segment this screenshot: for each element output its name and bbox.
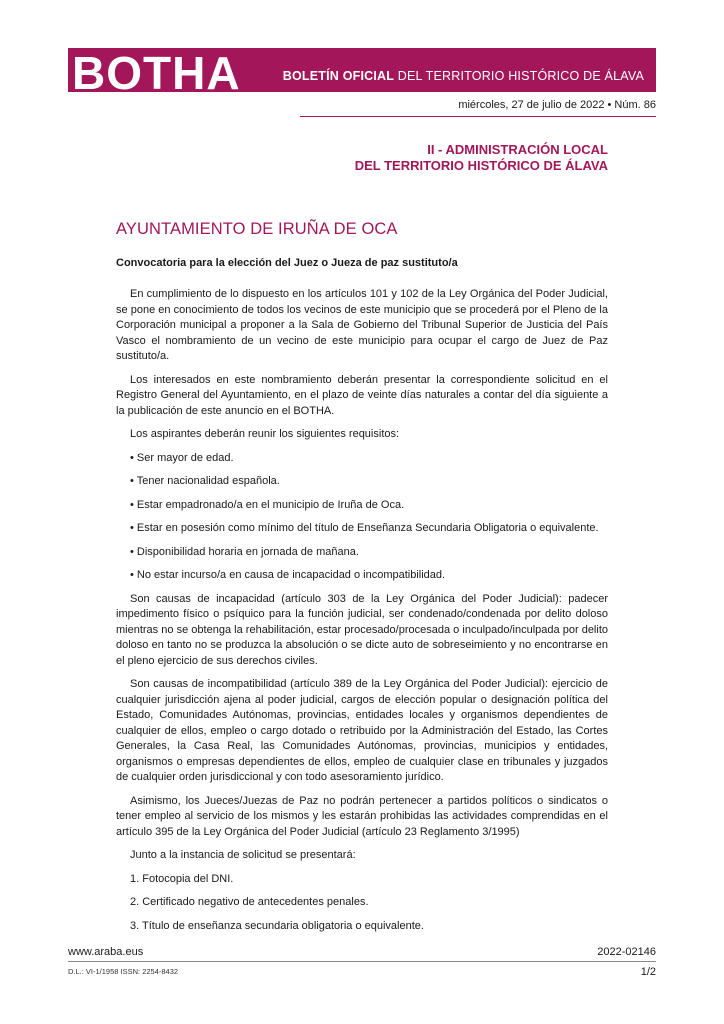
paragraph: Los aspirantes deberán reunir los siguientes requisitos:	[130, 428, 400, 440]
requirement-item: • Disponibilidad horaria en jornada de mañana.	[130, 545, 359, 558]
paragraph: Los interesados en este nombramiento deberán presentar la correspondiente solicitud en el Registro General del Ayuntamiento, en el plazo de veinte días naturales a contar del día siguiente a la publicación de este anuncio en el BOTHA.	[116, 373, 608, 417]
requirement-item: • Estar empadronado/a en el municipio de Iruña de Oca.	[130, 498, 405, 511]
requirement-item: • Tener nacionalidad española.	[130, 475, 280, 487]
section-heading-line1: II - ADMINISTRACIÓN LOCAL	[427, 142, 608, 157]
header-band	[68, 47, 656, 99]
botha-logo: BOTHA	[72, 47, 241, 99]
page-number: 1/2	[640, 966, 656, 978]
requirement-item: • Ser mayor de edad.	[130, 451, 234, 464]
legal-deposit-issn: D.L.: VI-1/1958 ISSN: 2254-8432	[68, 967, 179, 976]
bulletin-title	[283, 69, 644, 83]
announcement-subject: Convocatoria para la elección del Juez o Jueza de paz sustituto/a	[116, 257, 458, 269]
section-heading-line2: DEL TERRITORIO HISTÓRICO DE ÁLAVA	[354, 158, 608, 173]
requirement-item: • No estar incurso/a en causa de incapacidad o incompatibilidad.	[130, 569, 446, 581]
bulletin-title-rest: DEL TERRITORIO HISTÓRICO DE ÁLAVA	[394, 69, 644, 83]
section-heading	[355, 142, 608, 174]
document-item: 2. Certificado negativo de antecedentes penales.	[130, 896, 369, 908]
announcement-code: 2022-02146	[597, 946, 656, 958]
document-item: 3. Título de enseñanza secundaria obligatoria o equivalente.	[130, 919, 424, 932]
header-divider	[300, 116, 656, 117]
issue-date-line: miércoles, 27 de julio de 2022 • Núm. 86	[458, 99, 656, 111]
organization-title: AYUNTAMIENTO DE IRUÑA DE OCA	[116, 220, 398, 238]
footer-divider	[68, 961, 656, 962]
footer-website-link[interactable]: www.araba.eus	[68, 946, 144, 958]
requirement-item: • Estar en posesión como mínimo del título de Enseñanza Secundaria Obligatoria o equivalente.	[130, 522, 599, 534]
document-body	[116, 220, 608, 942]
paragraph: Son causas de incapacidad (artículo 303 de la Ley Orgánica del Poder Judicial): padecer impedimento físico o psíquico para la función judicial, ser condenado/condenada por delito doloso mientras no se obtenga la rehabilitación, estar procesado/procesada o inculpado/inculpada por delito doloso en tanto no se produzca la absolución o se dicte auto de sobreseimiento y no encontrarse en el pleno ejercicio de sus derechos civiles.	[116, 592, 608, 667]
paragraph: Junto a la instancia de solicitud se presentará:	[130, 849, 356, 861]
bulletin-title-bold: BOLETÍN OFICIAL	[282, 69, 395, 83]
paragraph: Asimismo, los Jueces/Juezas de Paz no podrán pertenecer a partidos políticos o sindicatos o tener empleo al servicio de los mismos y les estarán prohibidas las actividades comprendidas en el artículo 395 de la Ley Orgánica del Poder Judicial (artículo 23 Reglamento 3/1995)	[116, 794, 608, 838]
paragraph: Son causas de incompatibilidad (artículo 389 de la Ley Orgánica del Poder Judicial): ejercicio de cualquier jurisdicción ajena al poder judicial, cargos de elección popular o designación política del Estado, Comunidades Autónomas, provincias, entidades locales y organismos dependientes de cualquier de ellos, empleo o cargo dotado o retribuido por la Administración del Estado, las Cortes Generales, la Casa Real, las Comunidades Autónomas, provincias, municipios y entidades, organismos o empresas dependientes de ellos, empleo de cualquier clase en tribunales y juzgados de cualquier orden jurisdiccional y con todo asesoramiento jurídico.	[116, 678, 608, 783]
paragraph: En cumplimiento de lo dispuesto en los artículos 101 y 102 de la Ley Orgánica del Poder Judicial, se pone en conocimiento de todos los vecinos de este municipio que se procederá por el Pleno de la Corporación municipal a proponer a la Sala de Gobierno del Tribunal Superior de Justicia del País Vasco el nombramiento de un vecino de este municipio para ocupar el cargo de Juez de Paz sustituto/a.	[116, 288, 608, 362]
document-item: 1. Fotocopia del DNI.	[130, 872, 234, 885]
